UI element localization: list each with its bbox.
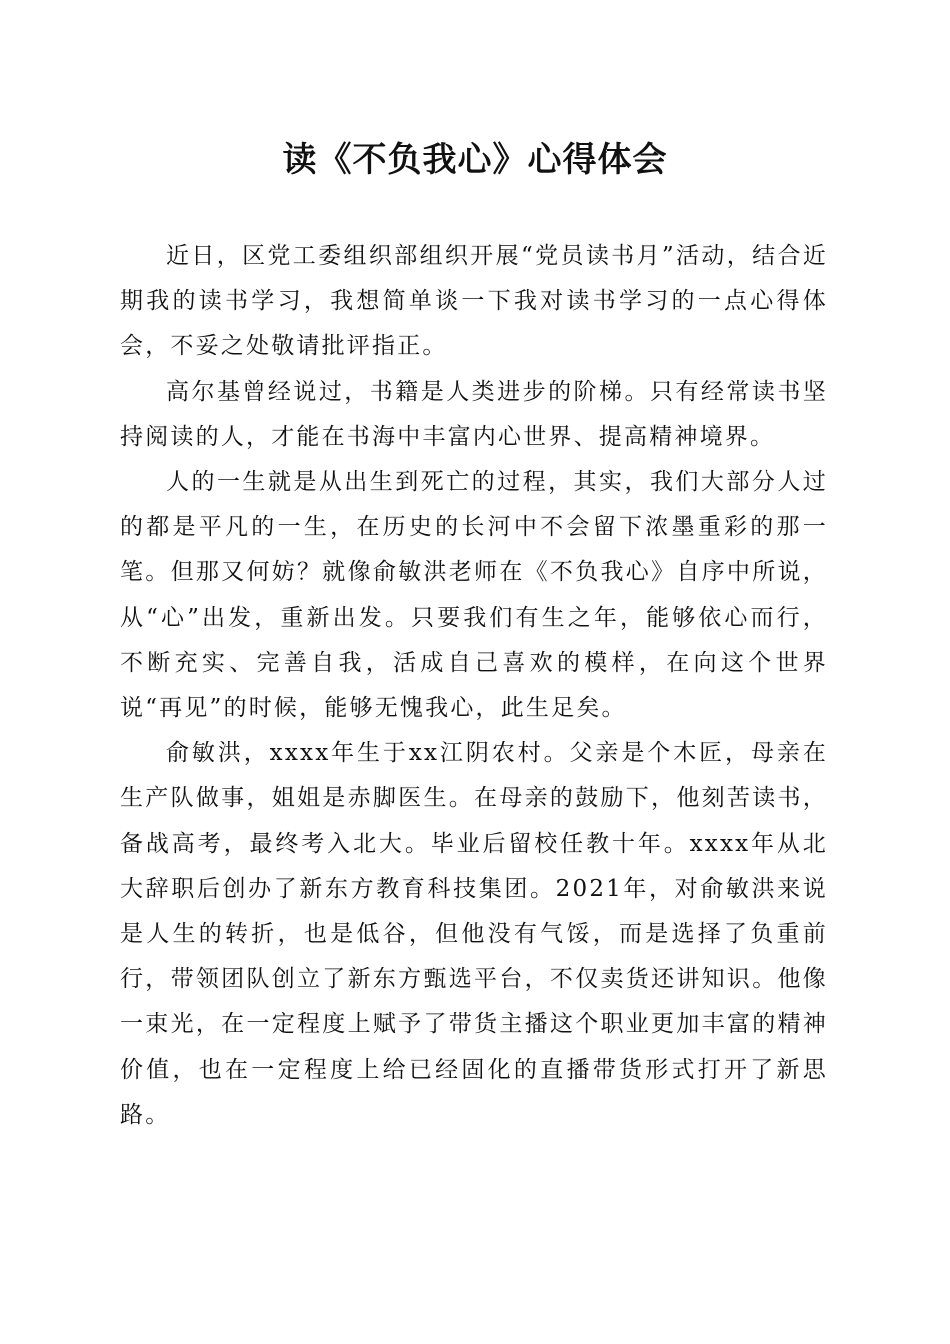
- document-body: [120, 234, 828, 1138]
- paragraph-2: 高尔基曾经说过，书籍是人类进步的阶梯。只有经常读书坚持阅读的人，才能在书海中丰富内心世界、提高精神境界。: [120, 378, 828, 450]
- paragraph-1: 近日，区党工委组织部组织开展“党员读书月”活动，结合近期我的读书学习，我想简单谈一下我对读书学习的一点心得体会，不妥之处敬请批评指正。: [120, 243, 828, 360]
- document-title: 读《不负我心》心得体会: [282, 140, 668, 180]
- paragraph-4: 俞敏洪，xxxx年生于xx江阴农村。父亲是个木匠，母亲在生产队做事，姐姐是赤脚医生。在母亲的鼓励下，他刻苦读书，备战高考，最终考入北大。毕业后留校任教十年。xxxx年从北大辞职后创办了新东方教育科技集团。2021年，对俞敏洪来说是人生的转折，也是低谷，但他没有气馁，而是选择了负重前行，带领团队创立了新东方甄选平台，不仅卖货还讲知识。他像一束光，在一定程度上赋予了带货主播这个职业更加丰富的精神价值，也在一定程度上给已经固化的直播带货形式打开了新思路。: [120, 740, 828, 1128]
- paragraph-3: 人的一生就是从出生到死亡的过程，其实，我们大部分人过的都是平凡的一生，在历史的长河中不会留下浓墨重彩的那一笔。但那又何妨？就像俞敏洪老师在《不负我心》自序中所说，从“心”出发，重新出发。只要我们有生之年，能够依心而行，不断充实、完善自我，活成自己喜欢的模样，在向这个世界说“再见”的时候，能够无愧我心，此生足矣。: [120, 469, 828, 722]
